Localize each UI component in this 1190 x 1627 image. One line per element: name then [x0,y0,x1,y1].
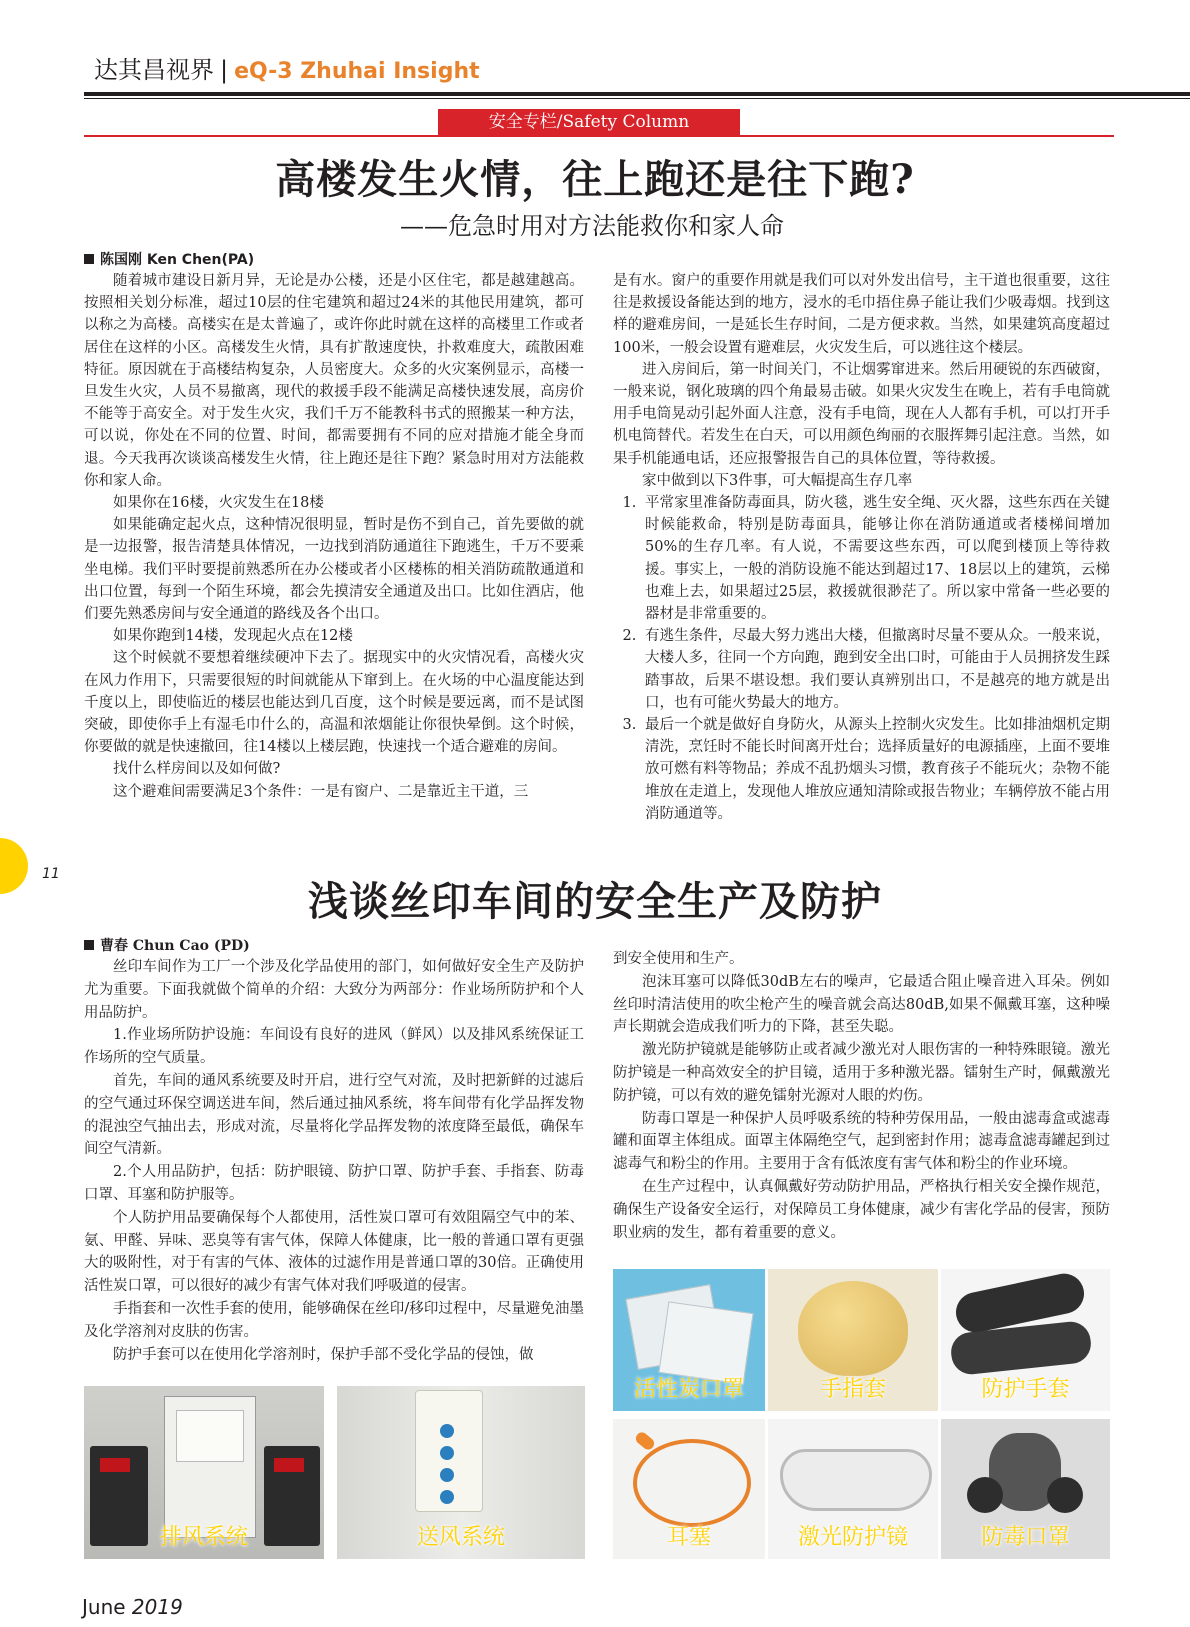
photo-supply-system [337,1386,585,1559]
photo-caption: 激光防护镜 [797,1525,908,1550]
article1-right-column [613,270,1110,825]
article1-byline [84,249,254,269]
masthead-cn: 达其昌视界 [94,56,214,84]
paragraph: 1.作业场所防护设施：车间设有良好的进风（鲜风）以及排风系统保证工作场所的空气质量。 [84,1027,584,1067]
filter-cartridge [967,1477,1003,1513]
paragraph: 进入房间后，第一时间关门，不让烟雾窜进来。然后用硬锐的东西破窗，一般来说，钢化玻璃的四个角最易击破。如果火灾发生在晚上，若有手电筒就用手电筒晃动引起外面人注意，没有手电筒，现在人人都有手机，可以打开手机电筒替代。若发生在白天，可以用颜色绚丽的衣服挥舞引起注意。当然，如果手机能通电话，还应报警报告自己的具体位置，等待救援。 [613,361,1110,467]
paragraph: 这个时候就不要想着继续硬冲下去了。据现实中的火灾情况看，高楼火灾在风力作用下，只需要很短的时间就能从下窜到上。在火场的中心温度能达到千度以上，即使临近的楼层也能达到几百度，这个时候是要远离，而不是试图突破，即使你手上有湿毛巾什么的，高温和浓烟能让你很快晕倒。这个时候，你要做的就是快速撤回，往14楼以上楼层跑，快速找一个适合避难的房间。 [84,650,584,756]
photo-earplugs [613,1419,765,1559]
photo-caption: 送风系统 [416,1525,505,1550]
earplug-cord [633,1439,751,1527]
article1-subtitle: ——危急时用对方法能救你和家人命 [400,212,784,240]
byline-square-icon [84,940,94,950]
article2-left-column [84,956,584,1366]
paragraph: 如果你跑到14楼，发现起火点在12楼 [113,628,353,645]
tips-list [613,492,1110,825]
article2-right-column [613,948,1110,1244]
paragraph: 防毒口罩是一种保护人员呼吸系统的特种劳保用品，一般由滤毒盒或滤毒罐和面罩主体组成。面罩主体隔绝空气，起到密封作用；滤毒盒滤毒罐起到过滤毒气和粉尘的作用。主要用于含有低浓度有害气体和粉尘的作业环境。 [613,1110,1110,1173]
paragraph: 是有水。窗户的重要作用就是我们可以对外发出信号，主干道也很重要，这往往是救援设备能达到的地方，浸水的毛巾捂住鼻子能让我们少吸毒烟。找到这样的避难房间，一是延长生存时间，二是方便求救。当然，如果建筑高度超过100米，一般会设置有避难层，火灾发生后，可以逃往这个楼层。 [613,273,1110,356]
paragraph: 首先，车间的通风系统要及时开启，进行空气对流，及时把新鲜的过滤后的空气通过环保空调送进车间，然后通过抽风系统，将车间带有化学品挥发物的混浊空气抽出去，形成对流，尽量将化学品挥发物的浓度降至最低，确保车间空气清新。 [84,1072,584,1158]
photo-caption: 防毒口罩 [981,1525,1070,1550]
paragraph: 手指套和一次性手套的使用，能够确保在丝印/移印过程中，尽量避免油墨及化学溶剂对皮肤的伤害。 [84,1300,584,1340]
paragraph: 在生产过程中，认真佩戴好劳动防护用品，严格执行相关安全操作规范，确保生产设备安全运行，对保障员工身体健康，减少有害化学品的侵害，预防职业病的发生，都有着重要的意义。 [613,1178,1110,1241]
article2-title: 浅谈丝印车间的安全生产及防护 [308,878,882,925]
inverter-display [274,1458,304,1472]
photo-caption: 排风系统 [159,1525,248,1550]
footer-date [82,1595,183,1619]
paragraph: 到安全使用和生产。 [613,951,744,967]
photo-gloves [941,1269,1110,1411]
goggles-shape [780,1449,932,1511]
paragraph: 随着城市建设日新月异，无论是办公楼，还是小区住宅，都是越建越高。按照相关划分标准，超过10层的住宅建筑和超过24米的其他民用建筑，都可以称之为高楼。高楼实在是太普遍了，或许你此时就在这样的高楼里工作或者居住在这样的小区。高楼发生火情，具有扩散速度快，扑救难度大，疏散困难特征。原因就在于高楼结构复杂，人员密度大。众多的火灾案例显示，高楼一旦发生火灾，人员不易撤离，现代的救援手段不能满足高楼快速发展，高房价不能等于高安全。对于发生火灾，我们千万不能教科书式的照搬某一种方法，可以说，你处在不同的位置、时间，都需要拥有不同的应对措施才能全身而退。今天我再次谈谈高楼发生火情，往上跑还是往下跑？紧急时用对方法能救你和家人命。 [84,273,584,489]
column-label: 安全专栏/Safety Column [438,109,740,136]
paragraph: 找什么样房间以及如何做? [113,761,281,778]
paragraph: 这个避难间需要满足3个条件：一是有窗户、二是靠近主干道，三 [113,783,529,800]
byline-square-icon [84,254,94,264]
page-number: 11 [42,866,60,882]
button-blue [440,1424,454,1438]
article1-title: 高楼发生火情，往上跑还是往下跑? [275,156,915,203]
photo-caption: 防护手套 [981,1377,1070,1402]
inverter-display [100,1458,130,1472]
photo-gas-mask [941,1419,1110,1559]
paragraph: 丝印车间作为工厂一个涉及化学品使用的部门，如何做好安全生产及防护尤为重要。下面我就做个简单的介绍：大致分为两部分：作业场所防护和个人用品防护。 [84,959,584,1021]
masthead [94,50,480,85]
panel-sheet [176,1410,244,1462]
list-item: 2. 有逃生条件，尽最大努力逃出大楼，但撤离时尽量不要从众。一般来说，大楼人多，往同一个方向跑，跑到安全出口时，可能由于人员拥挤发生踩踏事故，后果不堪设想。我们要认真辨别出口，不是越亮的地方就是出口，也有可能火势最大的地方。 [641,625,1110,714]
filter-cartridge [1047,1477,1083,1513]
list-item: 3. 最后一个就是做好自身防火，从源头上控制火灾发生。比如排油烟机定期清洗，烹饪时不能长时间离开灶台；选择质量好的电源插座，上面不要堆放可燃有料等物品；养成不乱扔烟头习惯，教育孩子不能玩火；杂物不能堆放在走道上，发现他人堆放应通知清除或报告物业；车辆停放不能占用消防通道等。 [641,714,1110,825]
paragraph: 泡沫耳塞可以降低30dB左右的噪声，它最适合阻止噪音进入耳朵。例如丝印时清洁使用的吹尘枪产生的噪音就会高达80dB,如果不佩戴耳塞，这种噪声长期就会造成我们听力的下降，甚至失聪。 [613,973,1110,1036]
finger-cot-shape [798,1281,908,1376]
photo-caption: 手指套 [819,1377,886,1402]
paragraph: 激光防护镜就是能够防止或者减少激光对人眼伤害的一种特殊眼镜。激光防护镜是一种高效安全的护目镜，适用于多种激光器。镭射生产时，佩戴激光防护镜，可以有效的避免镭射光源对人眼的灼伤。 [613,1042,1110,1104]
photo-caption: 耳塞 [666,1525,711,1550]
button-blue [440,1490,454,1504]
photo-laser-goggles [768,1419,938,1559]
header-rule-thin [84,98,1190,99]
masthead-en: eQ-3 Zhuhai Insight [234,59,480,84]
header-rule [84,92,1190,96]
paragraph: 防护手套可以在使用化学溶剂时，保护手部不受化学品的侵蚀，做 [113,1346,534,1363]
photo-carbon-mask [613,1269,765,1411]
article2-author: 曹春 Chun Cao (PD) [100,938,250,954]
paragraph: 个人防护用品要确保每个人都使用，活性炭口罩可有效阻隔空气中的苯、氨、甲醛、异味、恶臭等有害气体，保障人体健康，比一般的普通口罩有更强大的吸附性，对于有害的气体、液体的过滤作用是普通口罩的30倍。正确使用活性炭口罩，可以很好的减少有害气体对我们呼吸道的侵害。 [84,1209,584,1295]
column-label-rule [84,135,1114,137]
photo-exhaust-system [84,1386,324,1559]
photo-finger-cot [768,1269,938,1411]
article1-left-column [84,270,584,803]
paragraph: 如果你在16楼，火灾发生在18楼 [113,495,324,512]
list-item: 1. 平常家里准备防毒面具，防火毯，逃生安全绳、灭火器，这些东西在关键时候能救命，特别是防毒面具，能够让你在消防通道或者楼梯间增加50%的生存几率。有人说，不需要这些东西，可以爬到楼顶上等待救援。事实上，一般的消防设施不能达到超过17、18层以上的建筑，云梯也难上去，如果超过25层，救援就很渺茫了。所以家中常备一些必要的器材是非常重要的。 [641,492,1110,625]
paragraph: 2.个人用品防护，包括：防护眼镜、防护口罩、防护手套、手指套、防毒口罩、耳塞和防护服等。 [84,1164,584,1203]
photo-caption: 活性炭口罩 [633,1377,744,1402]
footer-year: 2019 [131,1595,183,1619]
button-blue [440,1468,454,1482]
paragraph: 如果能确定起火点，这种情况很明显，暂时是伤不到自己，首先要做的就是一边报警，报告清楚具体情况，一边找到消防通道往下跑逃生，千万不要乘坐电梯。我们平时要提前熟悉所在办公楼或者小区楼栋的相关消防疏散通道和出口位置，每到一个陌生环境，都会先摸清安全通道及出口。比如住酒店，他们要先熟悉房间与安全通道的路线及各个出口。 [84,517,584,623]
button-blue [440,1446,454,1460]
article1-author: 陈国刚 Ken Chen(PA) [100,252,255,268]
footer-month: June [82,1595,126,1619]
paragraph: 家中做到以下3件事，可大幅提高生存几率 [642,472,913,489]
article2-byline [84,935,250,955]
masthead-separator: | [220,56,229,84]
